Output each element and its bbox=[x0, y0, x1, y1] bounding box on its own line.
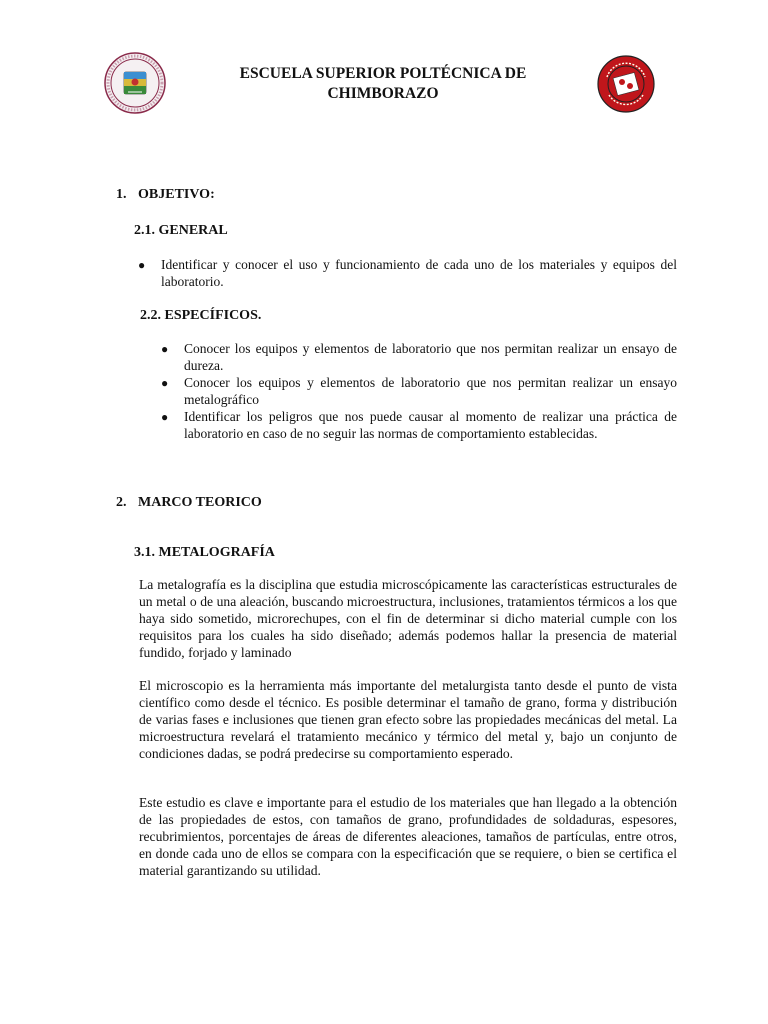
bullet-text: Conocer los equipos y elementos de laboratorio que nos permitan realizar un ensayo metalográfico bbox=[184, 375, 677, 407]
section-objetivo-heading bbox=[116, 186, 215, 204]
list-item bbox=[161, 341, 677, 374]
bullet-icon: ● bbox=[161, 342, 169, 356]
general-bullet-list bbox=[138, 257, 677, 291]
subsection-general-heading: 2.1. GENERAL bbox=[134, 223, 228, 238]
subsection-metalografia-heading: 3.1. METALOGRAFÍA bbox=[134, 545, 275, 560]
list-item bbox=[161, 409, 677, 442]
section-number: 2. bbox=[116, 495, 127, 510]
section-title: MARCO TEORICO bbox=[138, 495, 262, 510]
bullet-icon: ● bbox=[161, 376, 169, 390]
section-marco-teorico-heading bbox=[116, 494, 262, 512]
paragraph-metalografia-definition: La metalografía es la disciplina que estudia microscópicamente las características estructurales de un metal o de una aleación, buscando microestructura, inclusiones, tratamientos térmicos a los que haya sido sometido, microrechupes, con el fin de determinar si dicho material cumple con los requisitos para los cuales ha sido diseñado; además podemos hallar la presencia de material fundido, forjado y laminado bbox=[139, 577, 677, 661]
bullet-icon: ● bbox=[138, 258, 146, 272]
paragraph-estudio: Este estudio es clave e importante para el estudio de los materiales que han llegado a la obtención de las propiedades de estos, con tamaños de grano, profundidades de soldaduras, espesores, recubrimientos, porcentajes de áreas de diferentes aleaciones, tamaños de partículas, entre otros, en donde cada uno de ellos se compara con la especificación que se requiere, o bien se certifica el material garantizando su utilidad. bbox=[139, 795, 677, 879]
list-item bbox=[161, 375, 677, 408]
espoch-seal-logo bbox=[104, 52, 166, 114]
bullet-text: Identificar los peligros que nos puede causar al momento de realizar una práctica de laboratorio en caso de no seguir las normas de comportamiento establecidas. bbox=[184, 409, 677, 441]
subsection-especificos-heading: 2.2. ESPECÍFICOS. bbox=[140, 308, 262, 323]
specific-bullet-list bbox=[161, 341, 677, 443]
bullet-text: Conocer los equipos y elementos de laboratorio que nos permitan realizar un ensayo de dureza. bbox=[184, 341, 677, 373]
section-title: OBJETIVO: bbox=[138, 187, 215, 202]
bullet-text: Identificar y conocer el uso y funcionamiento de cada uno de los materiales y equipos del laboratorio. bbox=[161, 257, 677, 289]
bullet-icon: ● bbox=[161, 410, 169, 424]
institution-title: ESCUELA SUPERIOR POLTÉCNICA DE CHIMBORAZO bbox=[239, 65, 527, 102]
list-item bbox=[138, 257, 677, 290]
faculty-mechanics-logo bbox=[597, 55, 655, 113]
section-number: 1. bbox=[116, 187, 127, 202]
paragraph-microscopio: El microscopio es la herramienta más importante del metalurgista tanto desde el punto de vista científico como desde el técnico. Es posible determinar el tamaño de grano, forma y distribución de varias fases e inclusiones que tienen gran efecto sobre las propiedades mecánicas del metal. La microestructura revelará el tratamiento mecánico y térmico del metal y, bajo un conjunto de condiciones dadas, se podrá predecirse su comportamiento esperado. bbox=[139, 678, 677, 762]
